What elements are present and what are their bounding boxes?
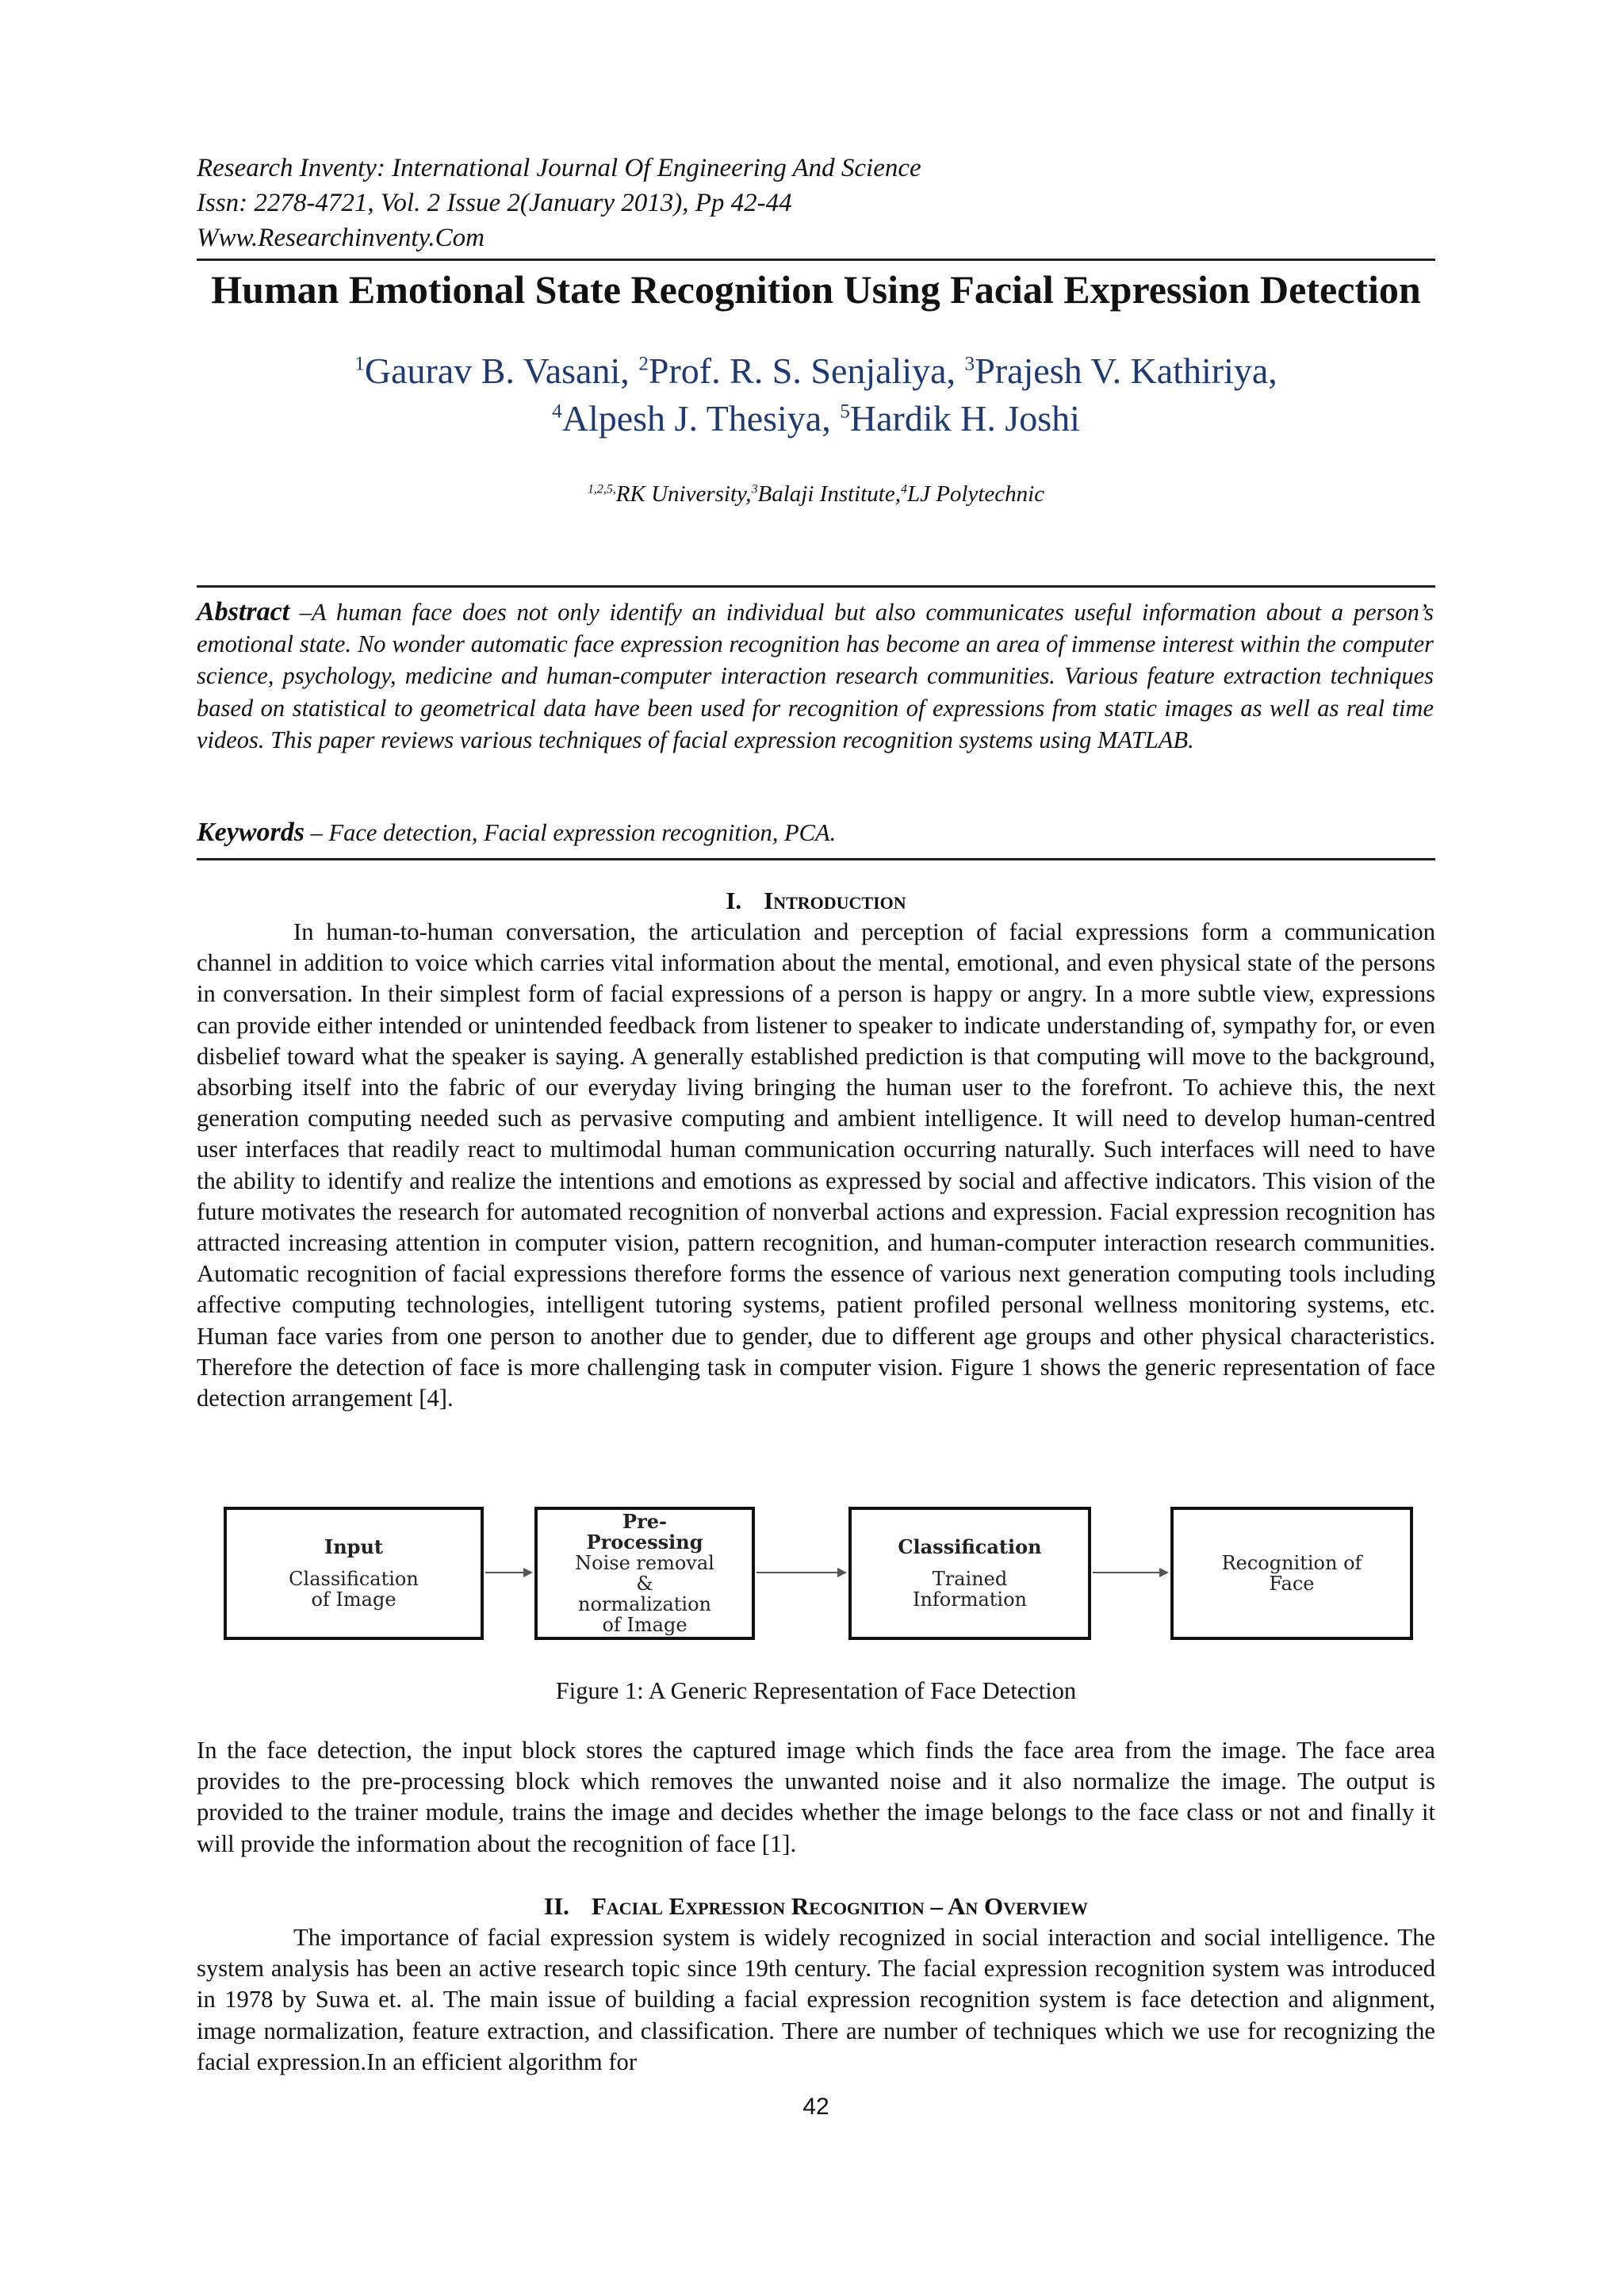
page-number: 42 [802,2094,829,2120]
author-5: $^5$Hardik H. Joshi [840,398,1080,439]
author-4: $^4$Alpesh J. Thesiya, [552,398,841,439]
header-rule [197,259,1435,261]
author-1: $^1$Gaurav B. Vasani, [354,351,639,391]
section-2-heading: II. Facial Expression Recognition – An Overview [544,1892,1088,1920]
section-1-body-continued [197,1735,1435,1860]
section-2-paragraph: The importance of facial expression system is widely recognized in social interaction and social intelligence. The system analysis has been an active research topic since 19th century. The facial expression recognition system was introduced in 1978 by Suwa et. al. The main issue of building a facial expression recognition system is face detection and alignment, image normalization, feature extraction, and classification. There are number of techniques which we use for recognizing the facial expression.In an efficient algorithm for [197,1924,1435,2075]
arrow-2 [756,1572,845,1573]
diagram-box-input: Input Classification of Image [224,1507,484,1640]
section-1-heading: I. Introduction [726,887,906,914]
journal-header [197,151,1434,255]
abstract-label: Abstract [197,597,290,626]
arrow-3 [1093,1572,1167,1573]
keywords [197,817,1434,849]
diagram-box-preprocessing: Pre- Processing Noise removal & normalization of Image [534,1507,755,1640]
author-3: $^3$Prajesh V. Kathiriya, [964,351,1277,391]
section-1-paragraph: In human-to-human conversation, the articulation and perception of facial expressions form a communication channel in addition to voice which carries vital information about the mental, emotional, and even physical state of the persons in conversation. In their simplest form of facial expressions of a person is happy or angry. In a more subtle view, expressions can provide either intended or unintended feedback from listener to speaker to indicate understanding of, sympathy for, or even disbelief toward what the speaker is saying. A generally established prediction is that computing will move to the background, absorbing itself into the fabric of our everyday living bringing the human user to the forefront. To achieve this, the next generation computing needed such as pervasive computing and ambient intelligence. It will need to develop human-centred user interfaces that readily react to multimodal human communication occurring naturally. Such interfaces will need to have the ability to identify and realize the intentions and emotions as expressed by social and affective indicators. This vision of the future motivates the research for automated recognition of nonverbal actions and expression. Facial expression recognition has attracted increasing attention in computer vision, pattern recognition, and human-computer interaction research communities. Automatic recognition of facial expressions therefore forms the essence of various next generation computing tools including affective computing technologies, intelligent tutoring systems, patient profiled personal wellness monitoring systems, etc. Human face varies from one person to another due to gender, due to different age groups and other physical characteristics. Therefore the detection of face is more challenging task in computer vision. Figure 1 shows the generic representation of face detection arrangement [4]. [197,918,1435,1412]
section-2-body [197,1922,1435,2078]
figure-1-caption: Figure 1: A Generic Representation of Face Detection [555,1677,1077,1704]
author-list [197,347,1435,443]
journal-issue: Issn: 2278-4721, Vol. 2 Issue 2(January 2013), Pp 42-44 [197,189,792,217]
author-line-1 [197,347,1435,395]
author-2: $^2$Prof. R. S. Senjaliya, [638,351,965,391]
journal-name: Research Inventy: International Journal Of Engineering And Science [197,154,921,182]
journal-url: Www.Researchinventy.Com [197,224,485,252]
diagram-box-recognition: Recognition of Face [1170,1507,1413,1640]
abstract [197,596,1434,756]
author-line-2 [197,395,1435,443]
keywords-rule [197,858,1435,860]
section-1-paragraph-2: In the face detection, the input block stores the captured image which finds the face area from the image. The face area provides to the pre-processing block which removes the unwanted noise and it also normalize the image. The output is provided to the trainer module, trains the image and decides whether the image belongs to the face class or not and finally it will provide the information about the recognition of face [1]. [197,1737,1435,1857]
diagram-box-classification: Classification Trained Information [848,1507,1091,1640]
arrow-1 [485,1572,531,1573]
keywords-text: – Face detection, Facial expression recognition, PCA. [304,819,837,846]
section-1-body [197,917,1435,1414]
keywords-label: Keywords [197,818,304,847]
figure-1-diagram [214,1507,1413,1657]
abstract-top-rule [197,585,1435,588]
affiliation: $^{1,2,5,}$RK University,$^3$Balaji Institute,$^4$LJ Polytechnic [587,481,1045,507]
abstract-text: –A human face does not only identify an individual but also communicates useful information about a person’s emotional state. No wonder automatic face expression recognition has become an area of immense interest within the computer science, psychology, medicine and human-computer interaction research communities. Various feature extraction techniques based on statistical to geometrical data have been used for recognition of expressions from static images as well as real time videos. This paper reviews various techniques of facial expression recognition systems using MATLAB. [197,599,1434,753]
paper-title: Human Emotional State Recognition Using Facial Expression Detection [211,267,1421,312]
